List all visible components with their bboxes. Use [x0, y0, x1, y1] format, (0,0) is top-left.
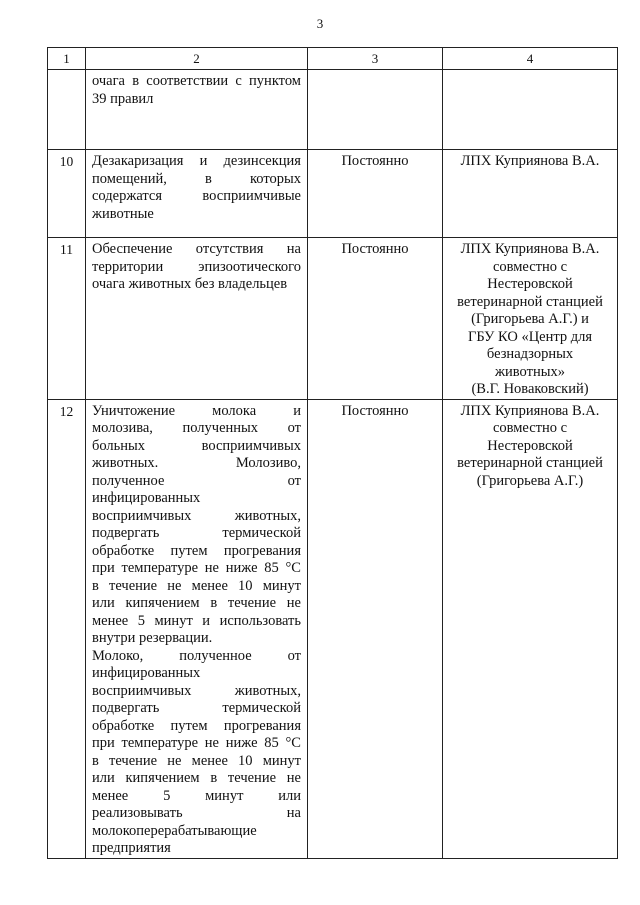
description-line: животные [92, 205, 154, 222]
row-responsible [443, 238, 618, 400]
responsible-line: совместно с [492, 420, 568, 436]
description-line: подвергать термической [92, 700, 301, 716]
row-number: 10 [48, 150, 86, 238]
description-line: или кипячением в течение не [92, 595, 301, 611]
row-description [86, 70, 308, 150]
row-responsible [443, 399, 618, 858]
description-line: в течение не менее 10 минут [92, 752, 301, 769]
description-line: помещений, в которых [92, 170, 301, 187]
responsible-line: безнадзорных [486, 346, 574, 362]
description-line: молозива, полученных от [92, 420, 301, 436]
description-line: Обеспечение отсутствия на [92, 241, 301, 257]
row-responsible [443, 70, 618, 150]
table-row [48, 70, 618, 150]
description-line: восприимчивых животных, [92, 507, 301, 524]
header-col-3: 3 [308, 48, 443, 70]
description-line: Уничтожение молока и [92, 402, 301, 419]
table-row [48, 150, 618, 238]
header-col-1: 1 [48, 48, 86, 70]
responsible-line: Нестеровской [487, 276, 573, 292]
responsible-line: ветеринарной станцией [457, 455, 603, 471]
description-line: подвергать термической [92, 525, 301, 541]
responsible-line: (Григорьева А.Г.) [476, 472, 584, 489]
page-number: 3 [316, 16, 324, 31]
responsible-line: Нестеровской [487, 437, 573, 454]
table-row [48, 399, 618, 858]
description-line: больных восприимчивых [92, 437, 301, 454]
description-line: внутри резервации. [92, 630, 213, 646]
row-period: Постоянно [308, 399, 443, 858]
responsible-line: ЛПХ Куприянова В.А. [460, 402, 600, 419]
description-line: очага животных без владельцев [92, 276, 288, 292]
row-period: Постоянно [308, 238, 443, 400]
responsible-line: животных» [495, 363, 565, 380]
description-line: обработке путем прогревания [92, 717, 301, 734]
description-line: содержатся восприимчивые [92, 188, 301, 204]
description-line: очага в соответствии с пунктом [92, 73, 301, 89]
description-line: при температуре не ниже 85 °С [92, 735, 301, 751]
table-header-row [48, 48, 618, 70]
row-description [86, 150, 308, 238]
row-period [308, 70, 443, 150]
row-number [48, 70, 86, 150]
table-row [48, 238, 618, 400]
row-description [86, 399, 308, 858]
description-line: восприимчивых животных, [92, 682, 301, 699]
responsible-line: ЛПХ Куприянова В.А. [460, 153, 600, 169]
description-line: Молоко, полученное от [92, 647, 301, 664]
responsible-line: (В.Г. Новаковский) [471, 381, 589, 397]
responsible-line: ветеринарной станцией [457, 293, 603, 310]
description-line: или кипячением в течение не [92, 770, 301, 786]
row-responsible [443, 150, 618, 238]
measures-table [47, 47, 618, 859]
description-line: реализовывать на [92, 805, 301, 821]
responsible-line: ЛПХ Куприянова В.А. [460, 241, 600, 257]
row-description [86, 238, 308, 400]
header-col-4: 4 [443, 48, 618, 70]
description-line: Дезакаризация и дезинсекция [92, 153, 301, 169]
responsible-line: (Григорьева А.Г.) и [471, 311, 589, 327]
description-line: предприятия [92, 840, 171, 856]
responsible-line: ГБУ КО «Центр для [467, 328, 593, 345]
description-line: менее 5 минут и использовать [92, 612, 301, 629]
description-line: менее 5 минут или [92, 787, 301, 804]
description-line: 39 правил [92, 90, 154, 107]
description-line: животных. Молозиво, [92, 455, 301, 471]
description-line: территории эпизоотического [92, 258, 301, 275]
description-line: в течение не менее 10 минут [92, 577, 301, 594]
description-line: инфицированных [92, 490, 201, 506]
row-period: Постоянно [308, 150, 443, 238]
description-line: при температуре не ниже 85 °С [92, 560, 301, 576]
description-line: полученное от [92, 472, 301, 489]
row-number: 11 [48, 238, 86, 400]
header-col-2: 2 [86, 48, 308, 70]
description-line: обработке путем прогревания [92, 542, 301, 559]
responsible-line: совместно с [492, 258, 568, 275]
description-line: молокоперерабатывающие [92, 822, 257, 839]
row-number: 12 [48, 399, 86, 858]
description-line: инфицированных [92, 665, 201, 681]
